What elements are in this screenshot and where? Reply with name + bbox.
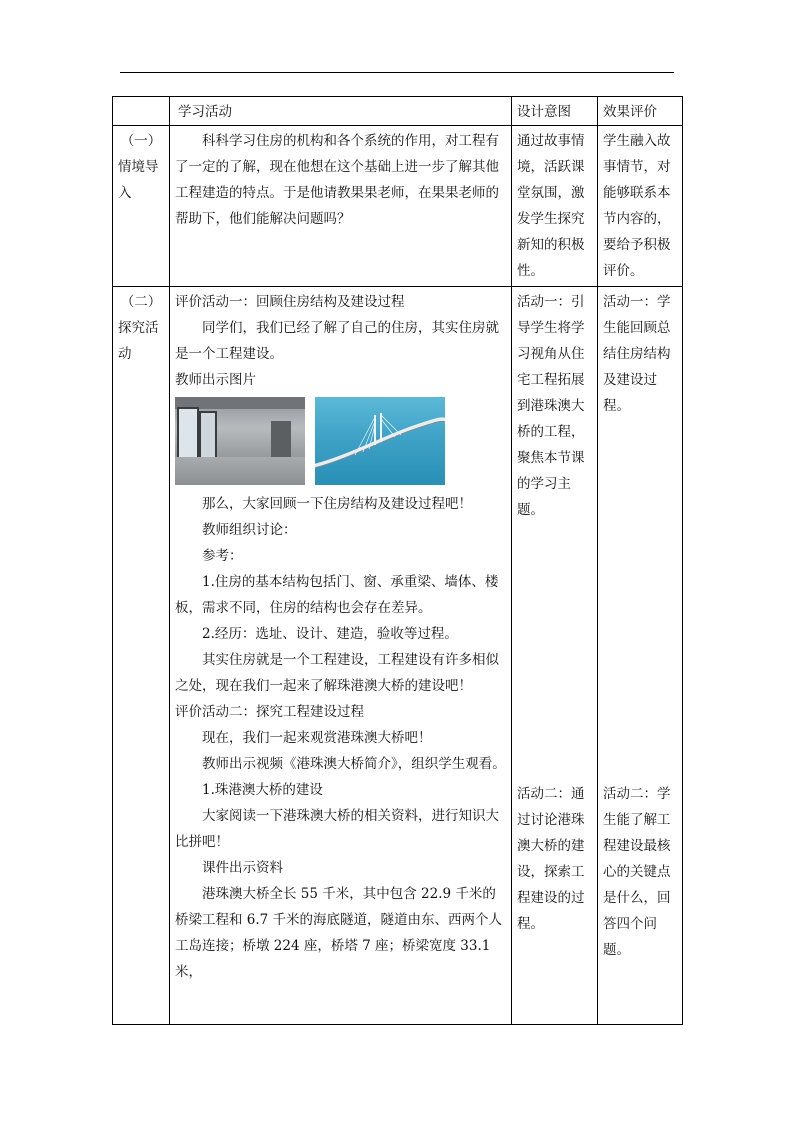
activity-paragraph: 2.经历：选址、设计、建造，验收等过程。 — [202, 626, 458, 642]
activity-paragraph: 那么，大家回顾一下住房结构及建设过程吧！ — [202, 496, 472, 512]
activity-paragraph: 1.住房的基本结构包括门、窗、承重梁、墙体、楼板，需求不同，住房的结构也会存在差异。 — [175, 574, 499, 616]
table-header-row — [113, 97, 683, 126]
header-intent: 设计意图 — [512, 97, 598, 126]
evaluation-cell: 学生融入故事情节，对能够联系本节内容的，要给予积极评价。 — [598, 126, 683, 287]
table-row — [113, 126, 683, 287]
intent-activity-two: 活动二：通过讨论港珠澳大桥的建设，探索工程建设的过程。 — [517, 786, 585, 932]
activity-cell — [170, 287, 512, 1025]
activity-paragraph: 教师组织讨论： — [202, 522, 297, 538]
activity-paragraph: 参考： — [202, 548, 243, 564]
activity-paragraph: 大家阅读一下港珠澳大桥的相关资料，进行知识大比拼吧！ — [175, 808, 499, 850]
header-evaluation: 效果评价 — [598, 97, 683, 126]
evaluation-cell — [598, 287, 683, 1025]
stage-title: 情境导入 — [118, 159, 159, 201]
header-stage — [113, 97, 170, 126]
activity-heading: 评价活动二：探究工程建设过程 — [175, 704, 364, 720]
intent-activity-one: 活动一：引导学生将学习视角从住宅工程拓展到港珠澳大桥的工程，聚焦本节课的学习主题。 — [517, 294, 585, 518]
photo-row — [175, 393, 506, 491]
stage-number: （一） — [120, 133, 162, 149]
activity-cell — [170, 126, 512, 287]
activity-paragraph: 1.珠港澳大桥的建设 — [202, 782, 323, 798]
activity-paragraph: 其实住房就是一个工程建设，工程建设有许多相似之处，现在我们一起来了解珠港澳大桥的建设吧！ — [175, 652, 499, 694]
activity-paragraph: 现在，我们一起来观赏港珠澳大桥吧！ — [202, 730, 432, 746]
stage-cell — [113, 287, 170, 1025]
empty-room-photo — [175, 397, 305, 485]
activity-paragraph: 同学们，我们已经了解了自己的住房，其实住房就是一个工程建设。 — [175, 320, 499, 362]
activity-paragraph: 课件出示资料 — [202, 860, 283, 876]
header-rule — [120, 72, 674, 73]
eval-activity-one: 活动一：学生能回顾总结住房结构及建设过程。 — [603, 294, 671, 414]
activity-paragraph: 港珠澳大桥全长 55 千米，其中包含 22.9 千米的桥梁工程和 6.7 千米的海底隧道，隧道由东、西两个人工岛连接；桥墩 224 座，桥塔 7 座；桥梁宽度 33.1 米， — [175, 886, 503, 980]
stage-title: 探究活动 — [118, 320, 159, 362]
eval-activity-two: 活动二：学生能了解工程建设最核心的关键点是什么，回答四个问题。 — [603, 786, 671, 958]
activity-paragraph: 教师出示图片 — [175, 372, 256, 388]
header-activity: 学习活动 — [170, 97, 512, 126]
bridge-photo — [315, 397, 445, 485]
intent-cell: 通过故事情境，活跃课堂氛围，激发学生探究新知的积极性。 — [512, 126, 598, 287]
activity-paragraph: 教师出示视频《港珠澳大桥简介》，组织学生观看。 — [202, 756, 506, 772]
intent-cell — [512, 287, 598, 1025]
stage-cell — [113, 126, 170, 287]
table-row — [113, 287, 683, 1025]
stage-number: （二） — [120, 294, 162, 310]
activity-heading: 评价活动一：回顾住房结构及建设过程 — [175, 294, 405, 310]
lesson-plan-table — [112, 96, 683, 1025]
activity-paragraph: 科科学习住房的机构和各个系统的作用，对工程有了一定的了解，现在他想在这个基础上进一步了解其他工程建造的特点。于是他请教果果老师，在果果老师的帮助下，他们能解决问题吗？ — [175, 133, 499, 227]
